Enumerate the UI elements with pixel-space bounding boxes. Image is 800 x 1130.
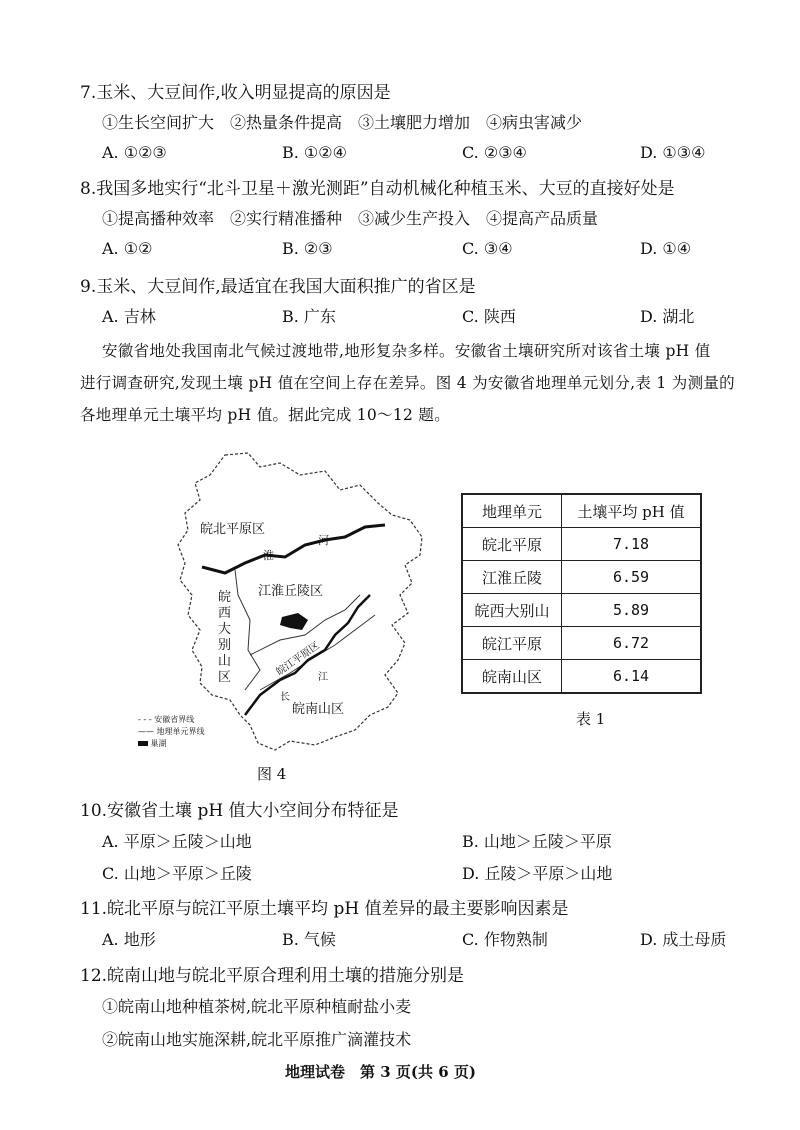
table-caption: 表 1 bbox=[576, 710, 606, 728]
q7-option-c: C. ②③④ bbox=[462, 143, 527, 162]
label-west-dabie: 皖 西 大 别 山 区 bbox=[218, 590, 232, 685]
q7-option-b: B. ①②④ bbox=[282, 143, 347, 162]
q12-item-1: ①皖南山地种植茶树,皖北平原种植耐盐小麦 bbox=[102, 997, 412, 1016]
table-header-ph: 土壤平均 pH 值 bbox=[562, 494, 702, 528]
table-cell-unit: 皖江平原 bbox=[462, 627, 562, 660]
q10-option-c: C. 山地＞平原＞丘陵 bbox=[102, 864, 252, 883]
label-jiang-plain: 皖江平原区 bbox=[274, 640, 322, 678]
unit-boundary-jianghuai-west bbox=[235, 570, 260, 690]
legend-unit-symbol: —— bbox=[138, 727, 157, 736]
table-cell-ph: 7.18 bbox=[562, 528, 702, 561]
table-row bbox=[462, 528, 701, 561]
q8-option-b: B. ②③ bbox=[282, 239, 333, 258]
q9-option-c: C. 陕西 bbox=[462, 307, 516, 326]
legend-province: - - - 安徽省界线 bbox=[138, 715, 195, 724]
q8-items: ①提高播种效率 ②实行精准播种 ③减少生产投入 ④提高产品质量 bbox=[102, 209, 599, 228]
table-row bbox=[462, 594, 701, 627]
q9-option-d: D. 湖北 bbox=[640, 307, 695, 326]
label-jiang-2: 江 bbox=[318, 672, 328, 683]
q11-option-a: A. 地形 bbox=[102, 930, 156, 949]
q11-option-b: B. 气候 bbox=[282, 930, 336, 949]
label-huai-2: 河 bbox=[318, 534, 329, 547]
label-huai-1: 淮 bbox=[263, 549, 274, 562]
table-cell-unit: 皖西大别山 bbox=[462, 594, 562, 627]
q10-option-d: D. 丘陵＞平原＞山地 bbox=[462, 864, 613, 883]
table-cell-ph: 6.59 bbox=[562, 561, 702, 594]
page-footer: 地理试卷 第 3 页(共 6 页) bbox=[285, 1063, 476, 1081]
q11-option-c: C. 作物熟制 bbox=[462, 930, 548, 949]
intro-line-3: 各地理单元土壤平均 pH 值。据此完成 10～12 题。 bbox=[80, 406, 450, 424]
q9-option-a: A. 吉林 bbox=[102, 307, 156, 326]
q9-stem: 9.玉米、大豆间作,最适宜在我国大面积推广的省区是 bbox=[80, 277, 476, 297]
q12-stem: 12.皖南山地与皖北平原合理利用土壤的措施分别是 bbox=[80, 966, 465, 986]
legend-unit: —— 地理单元界线 bbox=[138, 727, 205, 736]
label-jiang-1: 长 bbox=[280, 692, 290, 703]
q9-option-b: B. 广东 bbox=[282, 307, 336, 326]
table-row bbox=[462, 627, 701, 660]
table-row bbox=[462, 660, 701, 694]
q11-stem: 11.皖北平原与皖江平原土壤平均 pH 值差异的最主要影响因素是 bbox=[80, 899, 569, 919]
table-cell-unit: 江淮丘陵 bbox=[462, 561, 562, 594]
legend-lake: 巢湖 bbox=[138, 738, 167, 749]
intro-line-1: 安徽省地处我国南北气候过渡地带,地形复杂多样。安徽省土壤研究所对该省土壤 pH 值 bbox=[102, 342, 711, 360]
legend-lake-symbol bbox=[138, 741, 148, 746]
table-cell-ph: 6.72 bbox=[562, 627, 702, 660]
q10-stem: 10.安徽省土壤 pH 值大小空间分布特征是 bbox=[80, 801, 399, 821]
label-north-plain: 皖北平原区 bbox=[200, 522, 266, 537]
table-header-unit: 地理单元 bbox=[462, 494, 562, 528]
q8-option-c: C. ③④ bbox=[462, 239, 513, 258]
q8-stem: 8.我国多地实行“北斗卫星＋激光测距”自动机械化种植玉米、大豆的直接好处是 bbox=[80, 179, 675, 199]
table-row bbox=[462, 561, 701, 594]
q7-stem: 7.玉米、大豆间作,收入明显提高的原因是 bbox=[80, 83, 391, 103]
table-cell-unit: 皖北平原 bbox=[462, 528, 562, 561]
q8-option-a: A. ①② bbox=[102, 239, 153, 258]
q7-option-a: A. ①②③ bbox=[102, 143, 167, 162]
q7-option-d: D. ①③④ bbox=[640, 143, 706, 162]
q12-item-2: ②皖南山地实施深耕,皖北平原推广滴灌技术 bbox=[102, 1030, 412, 1049]
figure-caption: 图 4 bbox=[257, 765, 287, 783]
q8-option-d: D. ①④ bbox=[640, 239, 692, 258]
intro-line-2: 进行调查研究,发现土壤 pH 值在空间上存在差异。图 4 为安徽省地理单元划分,表 1 为测量的 bbox=[80, 374, 735, 392]
table-header-row bbox=[462, 494, 701, 528]
q7-items: ①生长空间扩大 ②热量条件提高 ③土壤肥力增加 ④病虫害减少 bbox=[102, 113, 583, 132]
q11-option-d: D. 成土母质 bbox=[640, 930, 727, 949]
ph-table bbox=[461, 493, 702, 694]
label-jianghuai: 江淮丘陵区 bbox=[258, 584, 324, 599]
table-cell-ph: 6.14 bbox=[562, 660, 702, 694]
table-cell-unit: 皖南山区 bbox=[462, 660, 562, 694]
table-cell-ph: 5.89 bbox=[562, 594, 702, 627]
legend-province-symbol: - - - bbox=[138, 715, 155, 724]
label-south-mountain: 皖南山区 bbox=[292, 702, 345, 717]
q10-option-b: B. 山地＞丘陵＞平原 bbox=[462, 832, 612, 851]
q10-option-a: A. 平原＞丘陵＞山地 bbox=[102, 832, 252, 851]
chaohu-lake bbox=[280, 613, 308, 630]
